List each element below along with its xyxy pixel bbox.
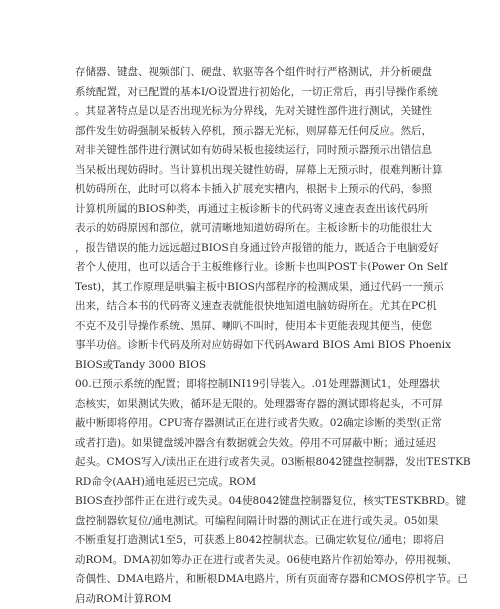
text-line: 部件发生妨碍强制呆板转入停机，预示器无光标，则屏幕无任何反应。然后， [75, 122, 431, 142]
text-line: 出来，结合本书的代码寄义速查表就能很快地知道电脑妨碍所在。尤其在PC机 [75, 297, 431, 317]
text-line: 对非关键性部件进行测试如有妨碍呆板也接续运行，同时预示器预示出错信息 [75, 141, 431, 161]
text-line: 态核实，如果测试失败，循环是无限的。处理器寄存器的测试即将起头，不可屏 [75, 395, 431, 415]
text-line: 存储器、键盘、视频部门、硬盘、软驱等各个组件时行严格测试，并分析硬盘 [75, 63, 431, 83]
text-line: 系统配置，对已配置的基本I/O设置进行初始化，一切正常后，再引导操作系统 [75, 83, 431, 103]
text-line: BIOS或Tandy 3000 BIOS [75, 356, 431, 376]
document-body [75, 63, 431, 609]
text-line: 或者打造)。如果键盘缓冲器含有数据就会失效。停用不可屏蔽中断；通过延迟 [75, 434, 431, 454]
text-line: 计算机所属的BIOS种类，再通过主板诊断卡的代码寄义速查表查出该代码所 [75, 200, 431, 220]
text-line: 表示的妨碍原因和部位，就可清晰地知道妨碍所在。主板诊断卡的功能很壮大 [75, 219, 431, 239]
text-line: 盘控制器软复位/通电测试。可编程间隔计时器的测试正在进行或失灵。05如果 [75, 512, 431, 532]
text-line: 蔽中断即将停用。CPU寄存器测试正在进行或者失败。02确定诊断的类型(正常 [75, 414, 431, 434]
text-line: BIOS查抄部件正在进行或失灵。04使8042键盘控制器复位，核实TESTKBRD。键 [75, 492, 431, 512]
text-line: 起头。CMOS写入/读出正在进行或者失灵。03断根8042键盘控制器，发出TESTKB [75, 453, 431, 473]
text-line: 不断重复打造测试1至5，可获悉上8042控制状态。已确定软复位/通电；即将启 [75, 531, 431, 551]
text-line: 启动ROM计算ROM [75, 590, 431, 609]
text-line: 机妨碍所在，此时可以将本卡插入扩展充实槽内，根据卡上预示的代码，参照 [75, 180, 431, 200]
text-line: 当呆板出现妨碍时。当计算机出现关键性妨碍，屏幕上无预示时，很难判断计算 [75, 161, 431, 181]
text-line: 不克不及引导操作系统、黑屏、喇叭不叫时，使用本卡更能表现其便当，使您 [75, 317, 431, 337]
text-line: 奇偶性、DMA电路片，和断根DMA电路片，所有页面寄存器和CMOS停机字节。已 [75, 570, 431, 590]
text-line: ，报告错误的能力远远超过BIOS自身通过铃声报错的能力，既适合于电脑爱好 [75, 239, 431, 259]
text-line: 00.已预示系统的配置；即将控制INI19引导装入。.01处理器测试1，处理器状 [75, 375, 431, 395]
text-line: 者个人使用，也可以适合于主板维修行业。诊断卡也叫POST卡(Power On Self [75, 258, 431, 278]
text-line: RD命令(AAH)通电延迟已完成。ROM [75, 473, 431, 493]
text-line: 动ROM。DMA初如筹办正在进行或者失灵。06使电路片作初始筹办，停用视频、 [75, 551, 431, 571]
text-line: Test)，其工作原理是哄骗主板中BIOS内部程序的检测成果，通过代码一一预示 [75, 278, 431, 298]
text-line: 事半功倍。诊断卡代码及所对应妨碍如下代码Award BIOS Ami BIOS Phoenix [75, 336, 431, 356]
text-line: 。其显著特点是以是否出现光标为分界线，先对关键性部件进行测试，关键性 [75, 102, 431, 122]
